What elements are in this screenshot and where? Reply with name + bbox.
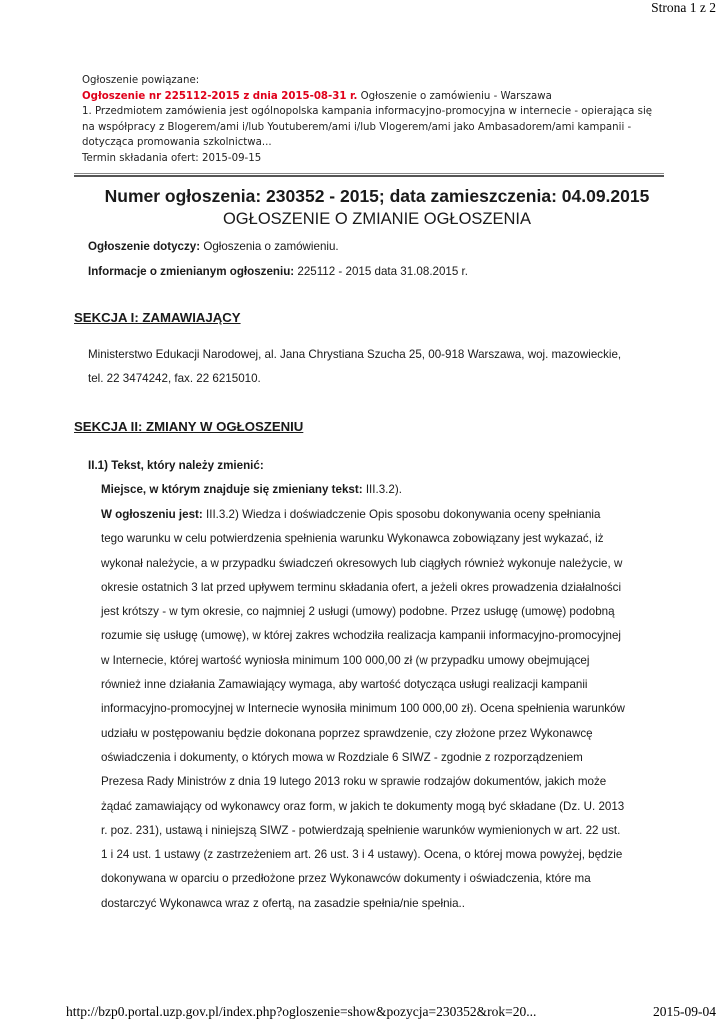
- in-notice-line: tego warunku w celu potwierdzenia spełnienia warunku Wykonawca zobowiązany jest wykazać, iż: [101, 532, 604, 546]
- section-2-heading: SEKCJA II: ZMIANY W OGŁOSZENIU: [74, 419, 304, 434]
- in-notice-line: informacyjno-promocyjnej w Internecie wynosiła minimum 100 000,00 zł). Ocena spełnienia warunków: [101, 702, 625, 716]
- in-notice-line: dostarczyć Wykonawca wraz z ofertą, na zasadzie spełnia/nie spełnia..: [101, 896, 465, 910]
- in-notice-line: żądać zamawiający od wykonawcy oraz form, w jakich te dokumenty mogą być składane (Dz. U. 2013: [101, 799, 625, 813]
- changed-notice-info: [88, 265, 468, 278]
- changed-notice-value: 225112 - 2015 data 31.08.2015 r.: [294, 265, 468, 278]
- related-deadline: Termin składania ofert: 2015-09-15: [82, 152, 262, 164]
- related-link-line: [82, 89, 682, 105]
- related-description-line: na współpracy z Blogerem/ami i/lub Youtuberem/ami i/lub Vlogerem/ami jako Ambasadorem/ami kampanii -: [82, 121, 632, 133]
- notice-subtitle: OGŁOSZENIE O ZMIANIE OGŁOSZENIA: [222, 210, 532, 228]
- notice-title: Numer ogłoszenia: 230352 - 2015; data zamieszczenia: 04.09.2015: [104, 186, 650, 206]
- changed-place: [101, 483, 402, 496]
- page-indicator: Strona 1 z 2: [651, 0, 716, 15]
- section-2-subheading: II.1) Tekst, który należy zmienić:: [88, 459, 264, 472]
- notice-concerns-label: Ogłoszenie dotyczy:: [88, 240, 201, 253]
- section-1-heading: SEKCJA I: ZAMAWIAJĄCY: [74, 310, 241, 325]
- in-notice-label: W ogłoszeniu jest:: [101, 508, 203, 521]
- in-notice-line: udziału w postępowaniu będzie dokonana poprzez sprawdzenie, czy złożone przez Wykonawcę: [101, 726, 593, 740]
- section-1-line: Ministerstwo Edukacji Narodowej, al. Jana Chrystiana Szucha 25, 00-918 Warszawa, woj. mazowieckie,: [88, 348, 622, 361]
- separator-rule: [74, 173, 664, 177]
- in-notice-line: również inne działania Zamawiający wymaga, aby wartość dotycząca usługi realizacji kampanii: [101, 678, 588, 692]
- in-notice-line: okresie ostatnich 3 lat przed upływem terminu składania ofert, a jeżeli okres prowadzenia działalności: [101, 580, 622, 594]
- in-notice-line: Prezesa Rady Ministrów z dnia 19 lutego 2013 roku w sprawie rodzajów dokumentów, jakich może: [101, 775, 607, 789]
- related-notice: [82, 73, 682, 167]
- in-notice-line: w Internecie, której wartość wyniosła minimum 100 000,00 zł (w przypadku umowy obejmującej: [101, 653, 590, 667]
- in-notice-line: r. poz. 231), ustawą i niniejszą SIWZ - potwierdzają spełnienie warunków wymienionych w art. 22 ust.: [101, 823, 621, 837]
- changed-place-value: III.3.2).: [362, 483, 402, 496]
- related-label: Ogłoszenie powiązane:: [82, 75, 200, 86]
- in-notice-first-line: [101, 503, 625, 527]
- related-link-suffix: Ogłoszenie o zamówieniu - Warszawa: [357, 90, 552, 102]
- notice-concerns-value: Ogłoszenia o zamówieniu.: [200, 240, 339, 253]
- footer-url: http://bzp0.portal.uzp.gov.pl/index.php?ogloszenie=show&pozycja=230352&rok=20...: [66, 1004, 537, 1019]
- in-notice-first-text: III.3.2) Wiedza i doświadczenie Opis sposobu dokonywania oceny spełniania: [202, 508, 601, 521]
- in-notice-line: 1 i 24 ust. 1 ustawy (z zastrzeżeniem art. 26 ust. 3 i 4 ustawy). Ocena, o której mowa powyżej, będzie: [101, 848, 623, 862]
- section-1-body: [88, 343, 621, 392]
- in-notice-line: rozumie się usługę (umowę), w której zakres wchodziła realizacja kampanii informacyjno-promocyjnej: [101, 629, 621, 643]
- notice-concerns: [88, 240, 339, 253]
- related-notice-link[interactable]: Ogłoszenie nr 225112-2015 z dnia 2015-08-31 r.: [82, 90, 358, 102]
- footer-date: 2015-09-04: [653, 1004, 716, 1019]
- in-notice-line: dokonywana w oparciu o przedłożone przez Wykonawców dokumenty i oświadczenia, które ma: [101, 872, 591, 886]
- changed-notice-label: Informacje o zmienianym ogłoszeniu:: [88, 265, 295, 278]
- section-1-line: tel. 22 3474242, fax. 22 6215010.: [88, 372, 261, 386]
- in-notice-line: wykonał należycie, a w przypadku świadczeń okresowych lub ciągłych również wykonuje należycie, w: [101, 556, 623, 570]
- in-notice-text: [101, 503, 625, 916]
- related-description-line: 1. Przedmiotem zamówienia jest ogólnopolska kampania informacyjno-promocyjna w internecie - opierająca się: [82, 106, 653, 118]
- related-description-line: dotycząca promowania szkolnictwa...: [82, 137, 272, 149]
- in-notice-line: oświadczenia i dokumenty, o których mowa w Rozdziale 6 SIWZ - zgodnie z rozporządzeniem: [101, 750, 583, 764]
- changed-place-label: Miejsce, w którym znajduje się zmieniany tekst:: [101, 483, 363, 496]
- in-notice-line: jest krótszy - w tym okresie, co najmniej 2 usługi (umowy) podobne. Przez usługę (umowę) podobną: [101, 605, 615, 619]
